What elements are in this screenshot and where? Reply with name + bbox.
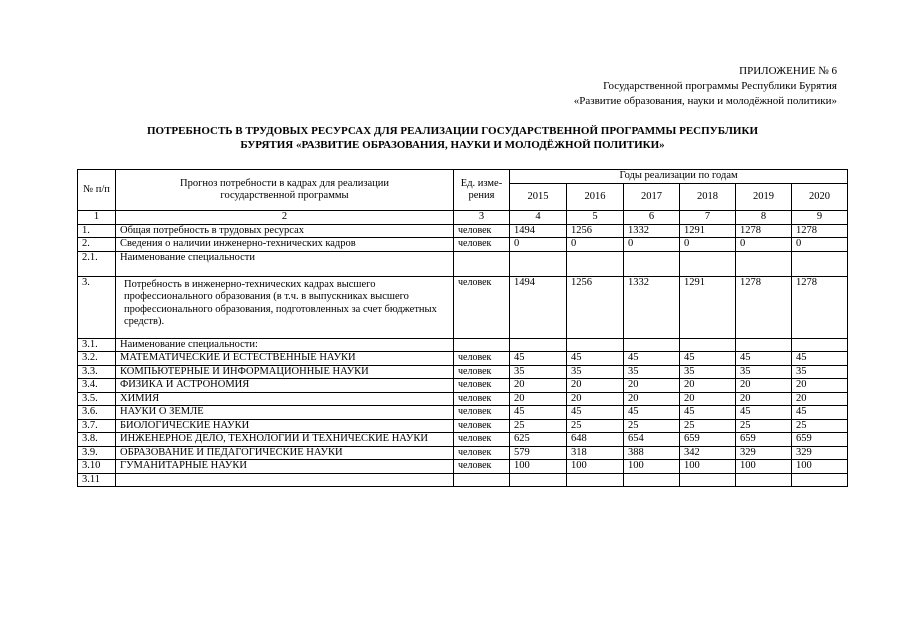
row-number: 3.4. — [78, 379, 116, 393]
row-value-2015: 0 — [510, 238, 567, 252]
row-value-2020: 659 — [792, 433, 848, 447]
row-unit — [454, 338, 510, 352]
table-row — [78, 419, 848, 433]
row-name: Общая потребность в трудовых ресурсах — [116, 224, 454, 238]
header-year-2017: 2017 — [624, 183, 680, 211]
header-forecast: Прогноз потребности в кадрах для реализации государственной программы — [116, 170, 454, 211]
row-value-2018: 342 — [680, 446, 736, 460]
row-value-2017: 20 — [624, 392, 680, 406]
row-value-2015: 625 — [510, 433, 567, 447]
row-value-2016 — [567, 251, 624, 276]
row-unit: человек — [454, 406, 510, 420]
row-unit: человек — [454, 392, 510, 406]
row-value-2016: 1256 — [567, 224, 624, 238]
row-name: ФИЗИКА И АСТРОНОМИЯ — [116, 379, 454, 393]
row-value-2019: 25 — [736, 419, 792, 433]
header-row-1 — [78, 170, 848, 184]
row-value-2016: 1256 — [567, 276, 624, 338]
row-number: 3.11 — [78, 473, 116, 487]
row-unit: человек — [454, 379, 510, 393]
row-value-2017: 388 — [624, 446, 680, 460]
table-row — [78, 392, 848, 406]
column-index-row — [78, 211, 848, 225]
row-name: ХИМИЯ — [116, 392, 454, 406]
row-name — [116, 473, 454, 487]
row-value-2019 — [736, 338, 792, 352]
row-value-2016 — [567, 338, 624, 352]
row-value-2020: 0 — [792, 238, 848, 252]
row-number: 3.9. — [78, 446, 116, 460]
row-name: БИОЛОГИЧЕСКИЕ НАУКИ — [116, 419, 454, 433]
row-unit: человек — [454, 365, 510, 379]
row-unit: человек — [454, 446, 510, 460]
header-year-2019: 2019 — [736, 183, 792, 211]
row-value-2018: 45 — [680, 352, 736, 366]
header-unit: Ед. изме-рения — [454, 170, 510, 211]
row-name: ОБРАЗОВАНИЕ И ПЕДАГОГИЧЕСКИЕ НАУКИ — [116, 446, 454, 460]
row-value-2019: 1278 — [736, 224, 792, 238]
row-value-2019: 20 — [736, 392, 792, 406]
row-number: 3.6. — [78, 406, 116, 420]
row-value-2019 — [736, 473, 792, 487]
row-unit: человек — [454, 433, 510, 447]
row-value-2015: 20 — [510, 392, 567, 406]
row-unit — [454, 473, 510, 487]
row-unit: человек — [454, 276, 510, 338]
row-value-2020: 1278 — [792, 276, 848, 338]
row-unit: человек — [454, 419, 510, 433]
row-number: 3.2. — [78, 352, 116, 366]
row-number: 3.3. — [78, 365, 116, 379]
row-value-2019: 100 — [736, 460, 792, 474]
row-value-2019: 45 — [736, 406, 792, 420]
row-value-2020: 1278 — [792, 224, 848, 238]
row-name: ГУМАНИТАРНЫЕ НАУКИ — [116, 460, 454, 474]
appendix-header — [574, 64, 837, 109]
row-number: 1. — [78, 224, 116, 238]
table-row — [78, 446, 848, 460]
column-index-8: 8 — [736, 211, 792, 225]
row-value-2018: 0 — [680, 238, 736, 252]
document-title-line-1: ПОТРЕБНОСТЬ В ТРУДОВЫХ РЕСУРСАХ ДЛЯ РЕАЛИЗАЦИИ ГОСУДАРСТВЕННОЙ ПРОГРАММЫ РЕСПУБЛИКИ — [146, 125, 759, 137]
row-value-2017 — [624, 338, 680, 352]
row-value-2017: 35 — [624, 365, 680, 379]
row-value-2019: 45 — [736, 352, 792, 366]
row-number: 3.5. — [78, 392, 116, 406]
row-value-2016: 35 — [567, 365, 624, 379]
row-value-2019: 20 — [736, 379, 792, 393]
row-name: МАТЕМАТИЧЕСКИЕ И ЕСТЕСТВЕННЫЕ НАУКИ — [116, 352, 454, 366]
row-name: ИНЖЕНЕРНОЕ ДЕЛО, ТЕХНОЛОГИИ И ТЕХНИЧЕСКИЕ НАУКИ — [116, 433, 454, 447]
row-value-2018 — [680, 473, 736, 487]
row-value-2017: 654 — [624, 433, 680, 447]
row-value-2020: 20 — [792, 392, 848, 406]
row-value-2019: 659 — [736, 433, 792, 447]
row-value-2019: 1278 — [736, 276, 792, 338]
row-value-2018: 45 — [680, 406, 736, 420]
row-value-2015: 579 — [510, 446, 567, 460]
column-index-3: 3 — [454, 211, 510, 225]
row-value-2018: 35 — [680, 365, 736, 379]
row-value-2017: 20 — [624, 379, 680, 393]
column-index-9: 9 — [792, 211, 848, 225]
header-year-2020: 2020 — [792, 183, 848, 211]
row-name: Наименование специальности — [116, 251, 454, 276]
row-value-2016: 0 — [567, 238, 624, 252]
row-unit: человек — [454, 224, 510, 238]
row-value-2016: 45 — [567, 352, 624, 366]
row-unit — [454, 251, 510, 276]
row-value-2015: 45 — [510, 352, 567, 366]
row-value-2016: 100 — [567, 460, 624, 474]
row-value-2018: 1291 — [680, 224, 736, 238]
header-years-group: Годы реализации по годам — [510, 170, 848, 184]
row-value-2016: 20 — [567, 392, 624, 406]
row-value-2017: 45 — [624, 406, 680, 420]
row-value-2019: 35 — [736, 365, 792, 379]
row-value-2015 — [510, 338, 567, 352]
row-unit: человек — [454, 352, 510, 366]
header-year-2018: 2018 — [680, 183, 736, 211]
row-value-2019: 0 — [736, 238, 792, 252]
row-value-2015 — [510, 473, 567, 487]
column-index-2: 2 — [116, 211, 454, 225]
appendix-program: Государственной программы Республики Бурятия — [603, 80, 837, 92]
row-value-2015: 100 — [510, 460, 567, 474]
labor-demand-table — [77, 169, 848, 487]
document-title-line-2: БУРЯТИЯ «РАЗВИТИЕ ОБРАЗОВАНИЯ, НАУКИ И МОЛОДЁЖНОЙ ПОЛИТИКИ» — [240, 139, 665, 151]
row-name: Наименование специальности: — [116, 338, 454, 352]
row-value-2015: 1494 — [510, 224, 567, 238]
row-value-2018 — [680, 338, 736, 352]
document-title — [60, 124, 845, 152]
column-index-4: 4 — [510, 211, 567, 225]
row-value-2020: 35 — [792, 365, 848, 379]
row-value-2015 — [510, 251, 567, 276]
row-value-2020: 45 — [792, 406, 848, 420]
row-value-2017: 25 — [624, 419, 680, 433]
row-value-2020 — [792, 473, 848, 487]
row-value-2018: 659 — [680, 433, 736, 447]
row-name: НАУКИ О ЗЕМЛЕ — [116, 406, 454, 420]
row-value-2017: 100 — [624, 460, 680, 474]
row-value-2020: 45 — [792, 352, 848, 366]
row-name: Сведения о наличии инженерно-технических кадров — [116, 238, 454, 252]
column-index-5: 5 — [567, 211, 624, 225]
row-value-2018: 20 — [680, 379, 736, 393]
row-value-2016 — [567, 473, 624, 487]
row-number: 3.10 — [78, 460, 116, 474]
row-value-2020: 20 — [792, 379, 848, 393]
row-number: 3.7. — [78, 419, 116, 433]
row-value-2017 — [624, 251, 680, 276]
row-value-2018 — [680, 251, 736, 276]
row-value-2016: 648 — [567, 433, 624, 447]
header-year-2016: 2016 — [567, 183, 624, 211]
row-value-2019: 329 — [736, 446, 792, 460]
row-value-2018: 20 — [680, 392, 736, 406]
table-row — [78, 406, 848, 420]
appendix-program-name: «Развитие образования, науки и молодёжной политики» — [573, 95, 837, 107]
row-value-2015: 35 — [510, 365, 567, 379]
row-value-2017: 1332 — [624, 276, 680, 338]
row-unit: человек — [454, 460, 510, 474]
row-value-2015: 25 — [510, 419, 567, 433]
row-value-2016: 25 — [567, 419, 624, 433]
table-row — [78, 224, 848, 238]
row-value-2020: 25 — [792, 419, 848, 433]
row-value-2015: 45 — [510, 406, 567, 420]
table-row — [78, 251, 848, 276]
column-index-1: 1 — [78, 211, 116, 225]
row-value-2019 — [736, 251, 792, 276]
row-number: 2.1. — [78, 251, 116, 276]
column-index-7: 7 — [680, 211, 736, 225]
table-row — [78, 352, 848, 366]
table-row — [78, 473, 848, 487]
row-value-2020: 329 — [792, 446, 848, 460]
row-number: 3. — [78, 276, 116, 338]
row-value-2016: 45 — [567, 406, 624, 420]
row-value-2016: 20 — [567, 379, 624, 393]
row-value-2020: 100 — [792, 460, 848, 474]
header-num: № п/п — [78, 170, 116, 211]
row-value-2017: 0 — [624, 238, 680, 252]
table-row — [78, 460, 848, 474]
row-value-2017: 45 — [624, 352, 680, 366]
row-value-2015: 1494 — [510, 276, 567, 338]
row-number: 3.8. — [78, 433, 116, 447]
header-year-2015: 2015 — [510, 183, 567, 211]
row-value-2015: 20 — [510, 379, 567, 393]
table-row — [78, 379, 848, 393]
row-value-2020 — [792, 338, 848, 352]
row-value-2018: 1291 — [680, 276, 736, 338]
row-name: Потребность в инженерно-технических кадрах высшего профессионального образования (в т.ч. в выпускниках высшего профессионального образования, подготовленных за счет бюджетных средств). — [116, 276, 454, 338]
row-unit: человек — [454, 238, 510, 252]
row-value-2020 — [792, 251, 848, 276]
appendix-number: ПРИЛОЖЕНИЕ № 6 — [739, 65, 837, 77]
table-row — [78, 365, 848, 379]
row-name: КОМПЬЮТЕРНЫЕ И ИНФОРМАЦИОННЫЕ НАУКИ — [116, 365, 454, 379]
row-value-2017: 1332 — [624, 224, 680, 238]
table-row — [78, 276, 848, 338]
row-value-2018: 100 — [680, 460, 736, 474]
table-row — [78, 238, 848, 252]
row-value-2017 — [624, 473, 680, 487]
column-index-6: 6 — [624, 211, 680, 225]
table-row — [78, 433, 848, 447]
row-number: 3.1. — [78, 338, 116, 352]
row-value-2016: 318 — [567, 446, 624, 460]
row-number: 2. — [78, 238, 116, 252]
row-value-2018: 25 — [680, 419, 736, 433]
table-row — [78, 338, 848, 352]
